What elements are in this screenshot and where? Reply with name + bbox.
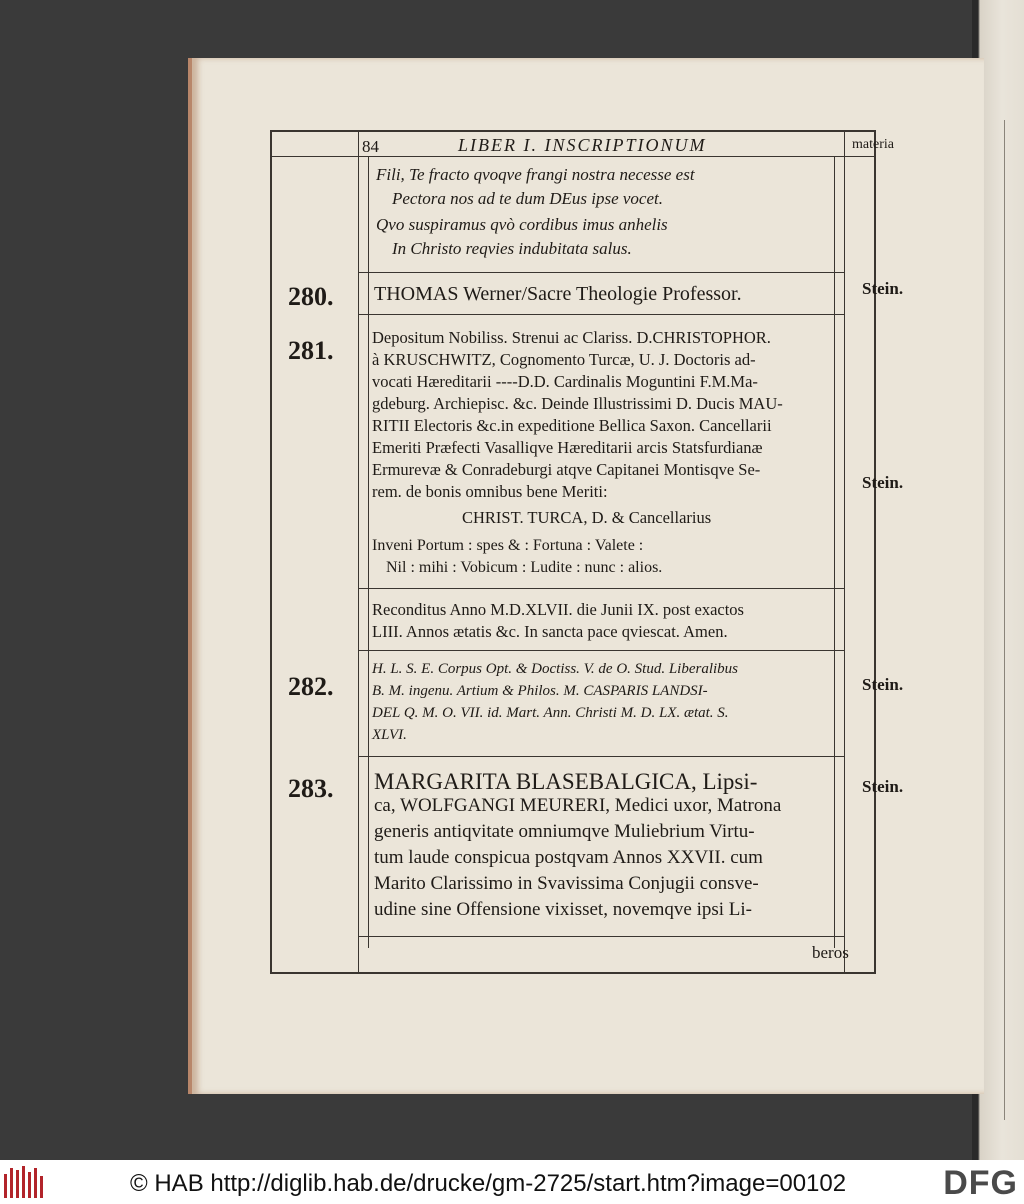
catchword: beros: [812, 943, 849, 962]
section-rule: [358, 756, 844, 757]
section-rule: [358, 314, 844, 315]
verse-line: In Christo reqvies indubitata salus.: [392, 239, 632, 258]
entry-number: 282.: [288, 672, 334, 701]
running-header: LIBER I. INSCRIPTIONUM: [458, 135, 707, 155]
book-page: [188, 58, 984, 1094]
section-rule: [358, 936, 844, 937]
verse-line: Inveni Portum : spes & : Fortuna : Valete :: [372, 537, 644, 554]
copyright-link[interactable]: © HAB http://diglib.hab.de/drucke/gm-2725/start.htm?image=00102: [130, 1170, 847, 1197]
header-rule: [272, 156, 874, 157]
material-label: Stein.: [862, 675, 904, 694]
entry-text: DEL Q. M. O. VII. id. Mart. Ann. Christi M. D. LX. ætat. S.: [372, 705, 729, 721]
entry-number: 281.: [288, 336, 334, 365]
entry-text: H. L. S. E. Corpus Opt. & Doctiss. V. de O. Stud. Liberalibus: [372, 661, 738, 677]
entry-text: vocati Hæreditarii ----D.D. Cardinalis Moguntini F.M.Ma-: [372, 372, 758, 391]
entry-text: B. M. ingenu. Artium & Philos. M. CASPARIS LANDSI-: [372, 683, 708, 699]
entry-text: RITII Electoris &c.in expeditione Bellica Saxon. Cancellarii: [372, 416, 772, 435]
verse-line: Pectora nos ad te dum DEus ipse vocet.: [392, 189, 663, 208]
entry-text: THOMAS Werner/Sacre Theologie Professor.: [374, 283, 742, 305]
verse-line: Qvo suspiramus qvò cordibus imus anhelis: [376, 215, 668, 234]
verse-line: Fili, Te fracto qvoqve frangi nostra necesse est: [376, 165, 695, 184]
closing-line: LIII. Annos ætatis &c. In sancta pace qviescat. Amen.: [372, 622, 728, 641]
entry-text: Marito Clarissimo in Svavissima Conjugii consve-: [374, 873, 759, 894]
material-label: Stein.: [862, 279, 904, 298]
entry-text: udine sine Offensione vixisset, novemqve ipsi Li-: [374, 899, 753, 920]
signature-line: CHRIST. TURCA, D. & Cancellarius: [462, 508, 712, 527]
entry-text: ca, WOLFGANGI MEURERI, Medici uxor, Matrona: [374, 795, 782, 816]
entry-text: Depositum Nobiliss. Strenui ac Clariss. D.CHRISTOPHOR.: [372, 328, 771, 347]
entry-text: à KRUSCHWITZ, Cognomento Turcæ, U. J. Doctoris ad-: [372, 350, 756, 369]
column-rule: [358, 132, 359, 972]
material-label: Stein.: [862, 777, 904, 796]
entry-text: tum laude conspicua postqvam Annos XXVII. cum: [374, 847, 763, 868]
entry-number: 283.: [288, 774, 334, 803]
hab-logo-icon: [4, 1166, 44, 1198]
section-rule: [358, 272, 844, 273]
page-number: 84: [362, 137, 379, 156]
entry-text: MARGARITA BLASEBALGICA, Lipsi-: [374, 769, 758, 794]
section-rule: [358, 588, 844, 589]
inner-rule: [368, 156, 369, 948]
entry-text: gdeburg. Archiepisc. &c. Deinde Illustrissimi D. Ducis MAU-: [372, 394, 783, 413]
entry-text: rem. de bonis omnibus bene Meriti:: [372, 482, 608, 501]
material-column-header: materia: [852, 137, 894, 152]
closing-line: Reconditus Anno M.D.XLVII. die Junii IX. post exactos: [372, 600, 744, 619]
entry-text: Ermurevæ & Conradeburgi atqve Capitanei Montisqve Se-: [372, 460, 761, 479]
inner-rule: [834, 156, 835, 948]
material-label: Stein.: [862, 473, 904, 492]
entry-number: 280.: [288, 282, 334, 311]
page-frame: [270, 130, 904, 974]
footer-bar: [0, 1160, 1024, 1204]
entry-text: Emeriti Præfecti Vasalliqve Hæreditarii arcis Statsfurdianæ: [372, 438, 763, 457]
column-rule: [844, 132, 845, 972]
entry-text: XLVI.: [372, 727, 407, 743]
dfg-logo: DFG: [943, 1164, 1018, 1202]
section-rule: [358, 650, 844, 651]
entry-text: generis antiqvitate omniumqve Muliebrium Virtu-: [374, 821, 755, 842]
verse-line: Nil : mihi : Vobicum : Ludite : nunc : alios.: [386, 559, 663, 576]
